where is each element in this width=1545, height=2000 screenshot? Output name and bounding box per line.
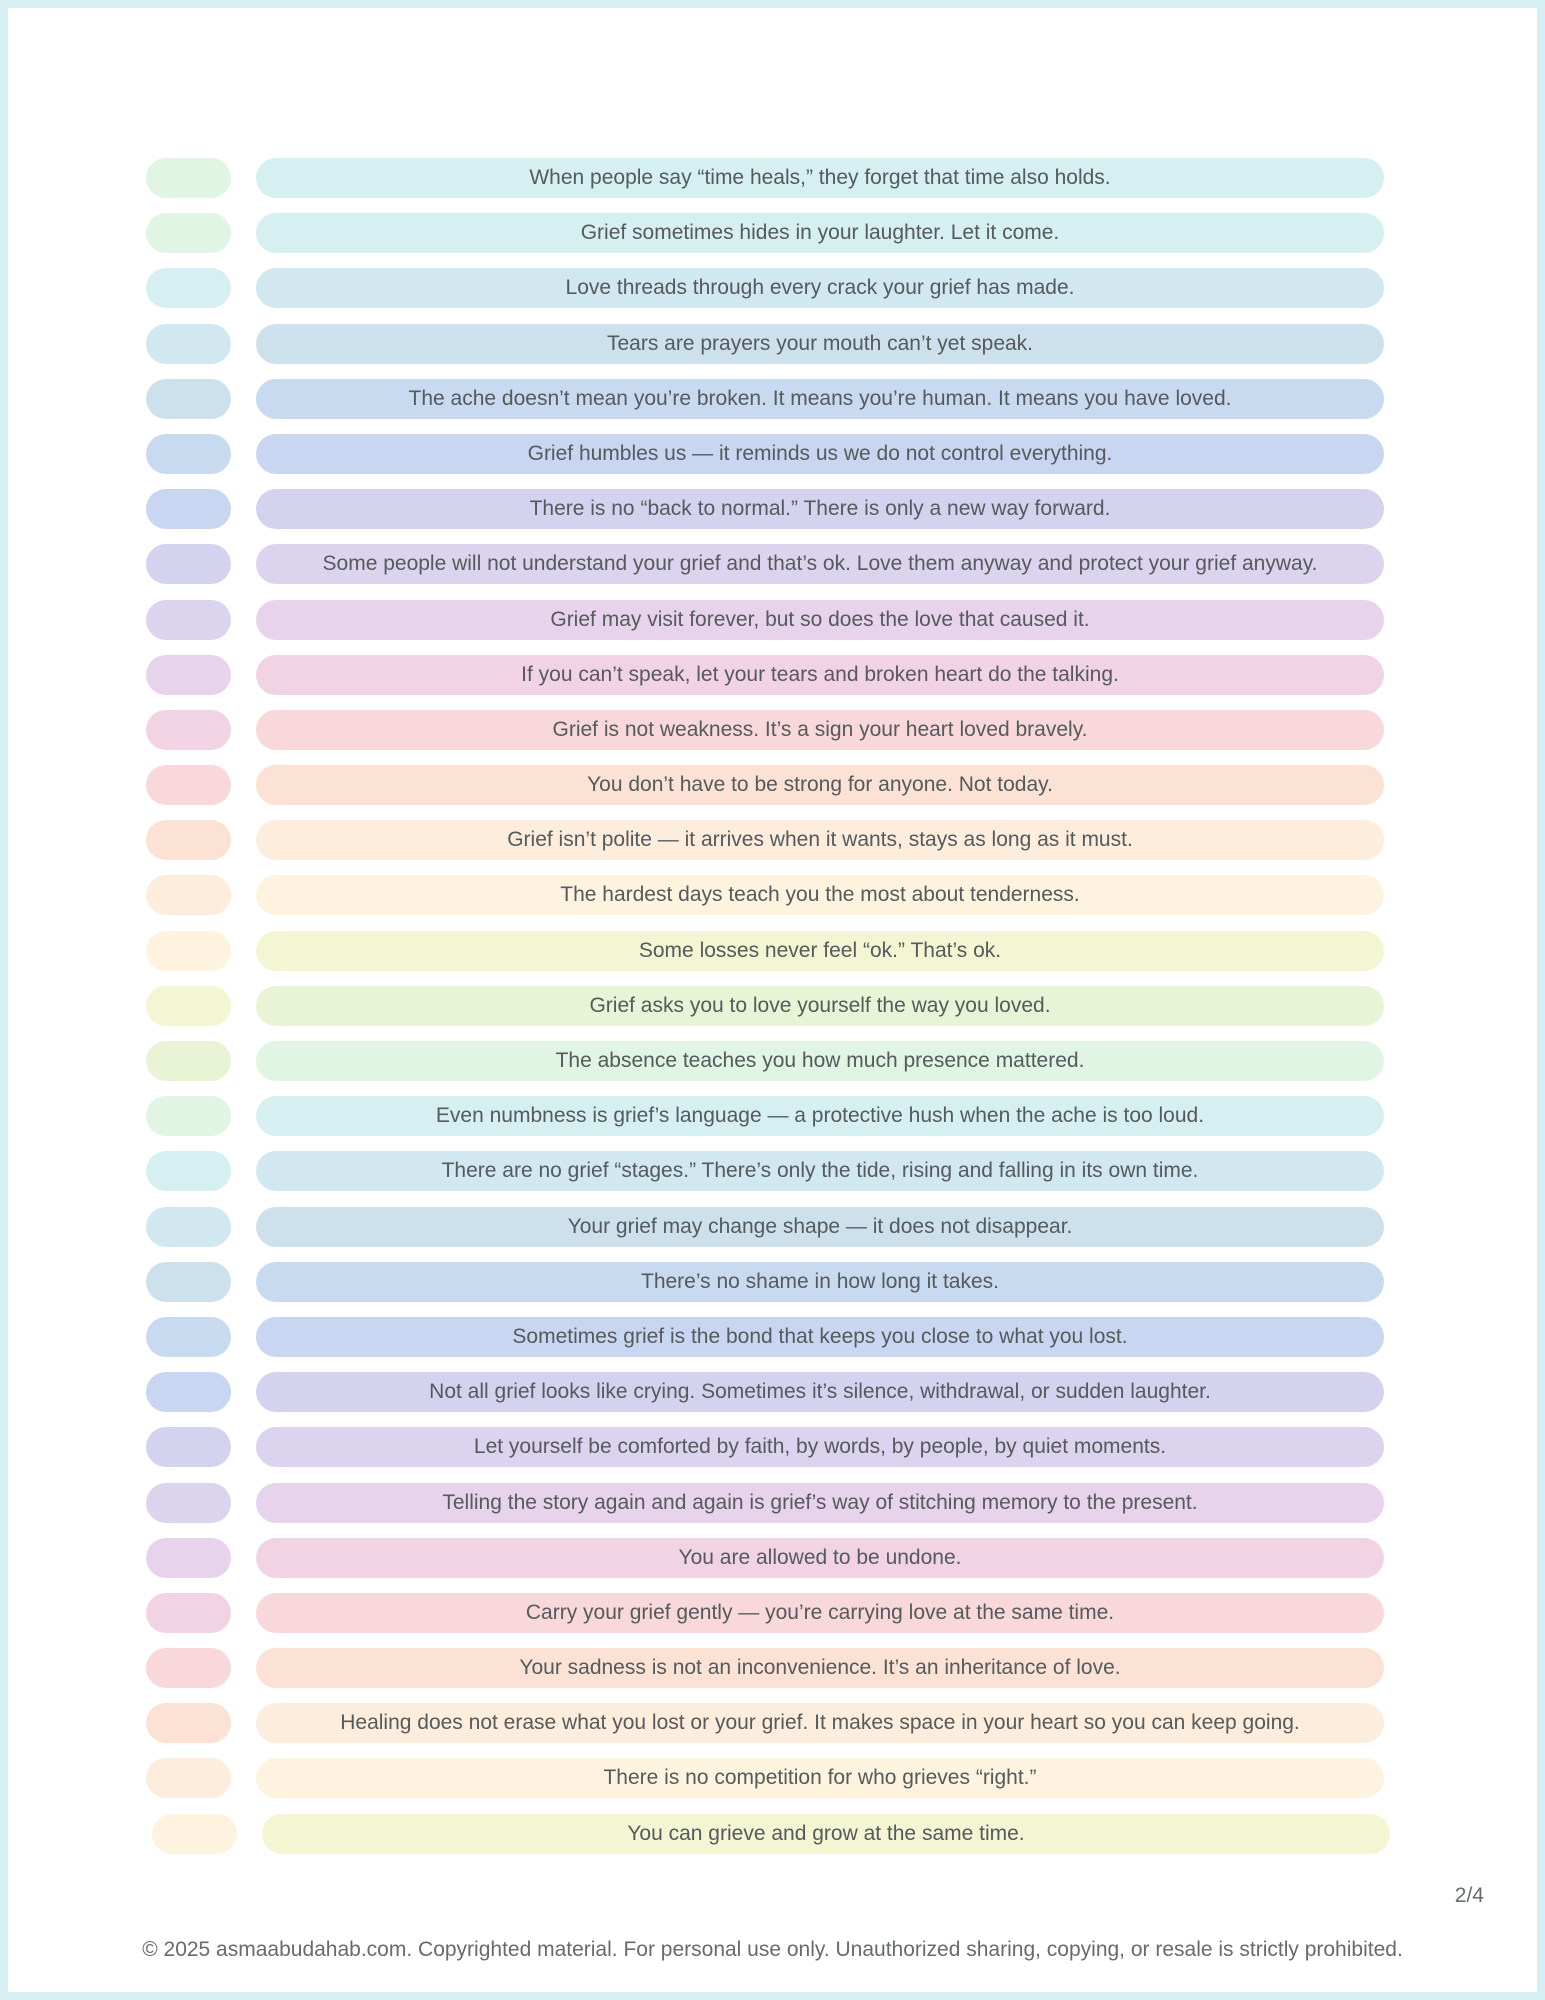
quote-row — [146, 1041, 1384, 1081]
quote-tab — [146, 986, 231, 1026]
quote-text: Carry your grief gently — you’re carrying love at the same time. — [256, 1593, 1384, 1633]
quote-text: If you can’t speak, let your tears and broken heart do the talking. — [256, 655, 1384, 695]
quote-tab — [146, 324, 231, 364]
quote-row — [146, 655, 1384, 695]
quote-row — [146, 1372, 1384, 1412]
quote-tab — [146, 875, 231, 915]
quote-text: The absence teaches you how much presence mattered. — [256, 1041, 1384, 1081]
quote-row — [146, 1593, 1384, 1633]
quote-tab — [146, 931, 231, 971]
quote-text: Your grief may change shape — it does not disappear. — [256, 1207, 1384, 1247]
quote-tab — [146, 1372, 231, 1412]
copyright-footer: © 2025 asmaabudahab.com. Copyrighted material. For personal use only. Unauthorized sharing, copying, or resale is strictly prohibited. — [142, 1938, 1403, 1961]
quote-row — [146, 1648, 1384, 1688]
quote-row — [146, 1207, 1384, 1247]
quote-text: Even numbness is grief’s language — a protective hush when the ache is too loud. — [256, 1096, 1384, 1136]
quote-tab — [146, 1538, 231, 1578]
quote-text: You can grieve and grow at the same time. — [262, 1814, 1390, 1854]
quote-tab — [152, 1814, 237, 1854]
quote-tab — [146, 1703, 231, 1743]
quote-tab — [146, 158, 231, 198]
page-number: 2/4 — [1454, 1884, 1484, 1907]
quote-row — [146, 379, 1384, 419]
quote-tab — [146, 544, 231, 584]
quote-row — [146, 158, 1384, 198]
quote-row — [146, 434, 1384, 474]
quote-row — [146, 1703, 1384, 1743]
quote-tab — [146, 268, 231, 308]
quote-text: Some losses never feel “ok.” That’s ok. — [256, 931, 1384, 971]
quote-row — [146, 1151, 1384, 1191]
quote-tab — [146, 600, 231, 640]
quote-tab — [146, 1648, 231, 1688]
quote-row — [146, 1814, 1384, 1854]
quote-text: You don’t have to be strong for anyone. Not today. — [256, 765, 1384, 805]
quote-text: Love threads through every crack your grief has made. — [256, 268, 1384, 308]
quote-text: Grief sometimes hides in your laughter. Let it come. — [256, 213, 1384, 253]
quote-list — [146, 158, 1384, 1869]
quote-text: When people say “time heals,” they forget that time also holds. — [256, 158, 1384, 198]
quote-row — [146, 324, 1384, 364]
quote-text: There is no “back to normal.” There is only a new way forward. — [256, 489, 1384, 529]
quote-tab — [146, 1262, 231, 1302]
quote-tab — [146, 1207, 231, 1247]
quote-row — [146, 765, 1384, 805]
document-page — [8, 8, 1537, 1992]
quote-row — [146, 875, 1384, 915]
quote-row — [146, 820, 1384, 860]
quote-row — [146, 931, 1384, 971]
quote-text: Grief isn’t polite — it arrives when it wants, stays as long as it must. — [256, 820, 1384, 860]
quote-row — [146, 1427, 1384, 1467]
quote-tab — [146, 379, 231, 419]
quote-text: Grief is not weakness. It’s a sign your heart loved bravely. — [256, 710, 1384, 750]
quote-tab — [146, 710, 231, 750]
quote-text: Telling the story again and again is grief’s way of stitching memory to the present. — [256, 1483, 1384, 1523]
quote-row — [146, 489, 1384, 529]
quote-text: Sometimes grief is the bond that keeps you close to what you lost. — [256, 1317, 1384, 1357]
quote-row — [146, 544, 1384, 584]
quote-row — [146, 1262, 1384, 1302]
quote-text: Grief humbles us — it reminds us we do not control everything. — [256, 434, 1384, 474]
quote-tab — [146, 1593, 231, 1633]
quote-text: There’s no shame in how long it takes. — [256, 1262, 1384, 1302]
quote-text: There are no grief “stages.” There’s only the tide, rising and falling in its own time. — [256, 1151, 1384, 1191]
quote-text: The ache doesn’t mean you’re broken. It means you’re human. It means you have loved. — [256, 379, 1384, 419]
quote-row — [146, 1483, 1384, 1523]
quote-tab — [146, 434, 231, 474]
quote-text: Your sadness is not an inconvenience. It’s an inheritance of love. — [256, 1648, 1384, 1688]
quote-tab — [146, 1758, 231, 1798]
quote-text: You are allowed to be undone. — [256, 1538, 1384, 1578]
quote-tab — [146, 820, 231, 860]
quote-text: Healing does not erase what you lost or your grief. It makes space in your heart so you can keep going. — [256, 1703, 1384, 1743]
quote-row — [146, 710, 1384, 750]
quote-tab — [146, 489, 231, 529]
quote-text: The hardest days teach you the most about tenderness. — [256, 875, 1384, 915]
quote-tab — [146, 655, 231, 695]
quote-tab — [146, 1483, 231, 1523]
quote-tab — [146, 1151, 231, 1191]
quote-row — [146, 1758, 1384, 1798]
quote-text: Grief asks you to love yourself the way you loved. — [256, 986, 1384, 1026]
quote-tab — [146, 1317, 231, 1357]
quote-tab — [146, 1427, 231, 1467]
quote-row — [146, 1317, 1384, 1357]
quote-text: There is no competition for who grieves “right.” — [256, 1758, 1384, 1798]
quote-row — [146, 213, 1384, 253]
quote-row — [146, 600, 1384, 640]
quote-text: Some people will not understand your grief and that’s ok. Love them anyway and protect your grief anyway. — [256, 544, 1384, 584]
quote-row — [146, 1096, 1384, 1136]
quote-row — [146, 1538, 1384, 1578]
quote-tab — [146, 1041, 231, 1081]
quote-tab — [146, 1096, 231, 1136]
quote-tab — [146, 213, 231, 253]
quote-row — [146, 268, 1384, 308]
quote-text: Grief may visit forever, but so does the love that caused it. — [256, 600, 1384, 640]
quote-tab — [146, 765, 231, 805]
quote-text: Not all grief looks like crying. Sometimes it’s silence, withdrawal, or sudden laughter. — [256, 1372, 1384, 1412]
quote-text: Let yourself be comforted by faith, by words, by people, by quiet moments. — [256, 1427, 1384, 1467]
quote-text: Tears are prayers your mouth can’t yet speak. — [256, 324, 1384, 364]
quote-row — [146, 986, 1384, 1026]
